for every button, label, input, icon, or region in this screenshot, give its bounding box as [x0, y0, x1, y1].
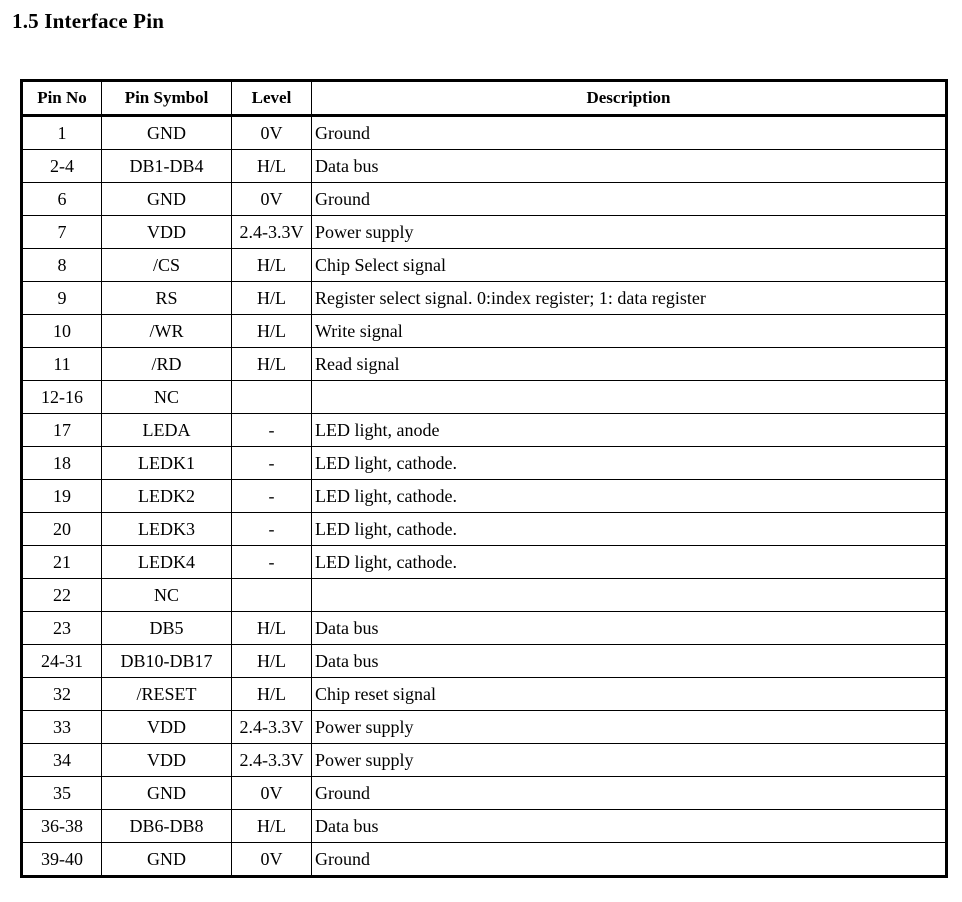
- table-row: [22, 116, 947, 150]
- cell-level: H/L: [232, 810, 312, 843]
- cell-description: Ground: [312, 116, 947, 150]
- cell-pin-no: 22: [22, 579, 102, 612]
- cell-description: [312, 579, 947, 612]
- table-row: [22, 447, 947, 480]
- cell-description: Chip Select signal: [312, 249, 947, 282]
- cell-description: Data bus: [312, 612, 947, 645]
- cell-description: LED light, cathode.: [312, 513, 947, 546]
- cell-pin-no: 17: [22, 414, 102, 447]
- cell-pin-no: 1: [22, 116, 102, 150]
- cell-pin-no: 35: [22, 777, 102, 810]
- cell-description: Power supply: [312, 744, 947, 777]
- interface-pin-table: [20, 79, 948, 878]
- cell-level: 2.4-3.3V: [232, 216, 312, 249]
- cell-pin-no: 36-38: [22, 810, 102, 843]
- cell-pin-symbol: GND: [102, 116, 232, 150]
- cell-level: -: [232, 480, 312, 513]
- table-row: [22, 744, 947, 777]
- cell-level: H/L: [232, 249, 312, 282]
- cell-level: H/L: [232, 315, 312, 348]
- cell-pin-no: 2-4: [22, 150, 102, 183]
- table-row: [22, 381, 947, 414]
- table-row: [22, 645, 947, 678]
- cell-pin-no: 21: [22, 546, 102, 579]
- cell-description: Ground: [312, 183, 947, 216]
- cell-pin-symbol: RS: [102, 282, 232, 315]
- cell-description: Read signal: [312, 348, 947, 381]
- cell-description: Data bus: [312, 645, 947, 678]
- cell-pin-symbol: LEDK3: [102, 513, 232, 546]
- cell-level: 2.4-3.3V: [232, 711, 312, 744]
- table-row: [22, 777, 947, 810]
- cell-level: -: [232, 546, 312, 579]
- cell-pin-symbol: GND: [102, 777, 232, 810]
- cell-level: -: [232, 447, 312, 480]
- table-row: [22, 480, 947, 513]
- cell-pin-no: 24-31: [22, 645, 102, 678]
- table-body: [22, 116, 947, 877]
- table-row: [22, 150, 947, 183]
- cell-description: Data bus: [312, 810, 947, 843]
- table-row: [22, 513, 947, 546]
- cell-level: H/L: [232, 645, 312, 678]
- table-row: [22, 249, 947, 282]
- cell-level: H/L: [232, 150, 312, 183]
- cell-pin-symbol: /CS: [102, 249, 232, 282]
- table-row: [22, 579, 947, 612]
- table-row: [22, 711, 947, 744]
- cell-description: LED light, cathode.: [312, 447, 947, 480]
- table-row: [22, 315, 947, 348]
- cell-pin-symbol: DB5: [102, 612, 232, 645]
- cell-pin-symbol: VDD: [102, 711, 232, 744]
- header-pin-no: Pin No: [22, 81, 102, 116]
- cell-pin-symbol: NC: [102, 579, 232, 612]
- cell-description: LED light, anode: [312, 414, 947, 447]
- cell-pin-no: 32: [22, 678, 102, 711]
- cell-level: H/L: [232, 282, 312, 315]
- cell-level: [232, 579, 312, 612]
- table-row: [22, 612, 947, 645]
- cell-pin-symbol: DB6-DB8: [102, 810, 232, 843]
- table-row: [22, 414, 947, 447]
- cell-pin-symbol: VDD: [102, 216, 232, 249]
- cell-description: Power supply: [312, 711, 947, 744]
- table-row: [22, 678, 947, 711]
- cell-pin-symbol: LEDK2: [102, 480, 232, 513]
- cell-description: LED light, cathode.: [312, 480, 947, 513]
- cell-description: Data bus: [312, 150, 947, 183]
- cell-description: LED light, cathode.: [312, 546, 947, 579]
- table-row: [22, 810, 947, 843]
- cell-description: Chip reset signal: [312, 678, 947, 711]
- cell-pin-no: 39-40: [22, 843, 102, 877]
- cell-pin-no: 23: [22, 612, 102, 645]
- cell-level: -: [232, 513, 312, 546]
- cell-pin-no: 33: [22, 711, 102, 744]
- cell-pin-symbol: /RESET: [102, 678, 232, 711]
- section-title: 1.5 Interface Pin: [12, 9, 165, 33]
- cell-pin-symbol: GND: [102, 843, 232, 877]
- cell-description: Ground: [312, 777, 947, 810]
- cell-pin-symbol: LEDA: [102, 414, 232, 447]
- header-level: Level: [232, 81, 312, 116]
- cell-level: 0V: [232, 183, 312, 216]
- cell-level: 0V: [232, 116, 312, 150]
- cell-level: -: [232, 414, 312, 447]
- table-row: [22, 546, 947, 579]
- header-description: Description: [312, 81, 947, 116]
- cell-description: Register select signal. 0:index register; 1: data register: [312, 282, 947, 315]
- cell-pin-no: 12-16: [22, 381, 102, 414]
- cell-description: Ground: [312, 843, 947, 877]
- cell-pin-symbol: VDD: [102, 744, 232, 777]
- cell-pin-symbol: /WR: [102, 315, 232, 348]
- cell-pin-symbol: LEDK4: [102, 546, 232, 579]
- cell-description: Write signal: [312, 315, 947, 348]
- cell-pin-no: 7: [22, 216, 102, 249]
- cell-level: 0V: [232, 843, 312, 877]
- cell-level: [232, 381, 312, 414]
- table-row: [22, 348, 947, 381]
- cell-pin-symbol: DB10-DB17: [102, 645, 232, 678]
- cell-description: [312, 381, 947, 414]
- table-header-row: [22, 81, 947, 116]
- cell-level: H/L: [232, 612, 312, 645]
- cell-pin-no: 20: [22, 513, 102, 546]
- cell-pin-no: 10: [22, 315, 102, 348]
- cell-level: H/L: [232, 348, 312, 381]
- table-row: [22, 183, 947, 216]
- cell-pin-no: 8: [22, 249, 102, 282]
- cell-level: H/L: [232, 678, 312, 711]
- cell-pin-symbol: /RD: [102, 348, 232, 381]
- cell-pin-symbol: DB1-DB4: [102, 150, 232, 183]
- table-row: [22, 843, 947, 877]
- table-row: [22, 216, 947, 249]
- cell-pin-symbol: GND: [102, 183, 232, 216]
- cell-pin-symbol: NC: [102, 381, 232, 414]
- cell-pin-no: 18: [22, 447, 102, 480]
- cell-pin-no: 9: [22, 282, 102, 315]
- cell-pin-symbol: LEDK1: [102, 447, 232, 480]
- cell-pin-no: 6: [22, 183, 102, 216]
- table-row: [22, 282, 947, 315]
- cell-level: 2.4-3.3V: [232, 744, 312, 777]
- cell-pin-no: 34: [22, 744, 102, 777]
- cell-pin-no: 11: [22, 348, 102, 381]
- header-pin-symbol: Pin Symbol: [102, 81, 232, 116]
- cell-level: 0V: [232, 777, 312, 810]
- cell-description: Power supply: [312, 216, 947, 249]
- cell-pin-no: 19: [22, 480, 102, 513]
